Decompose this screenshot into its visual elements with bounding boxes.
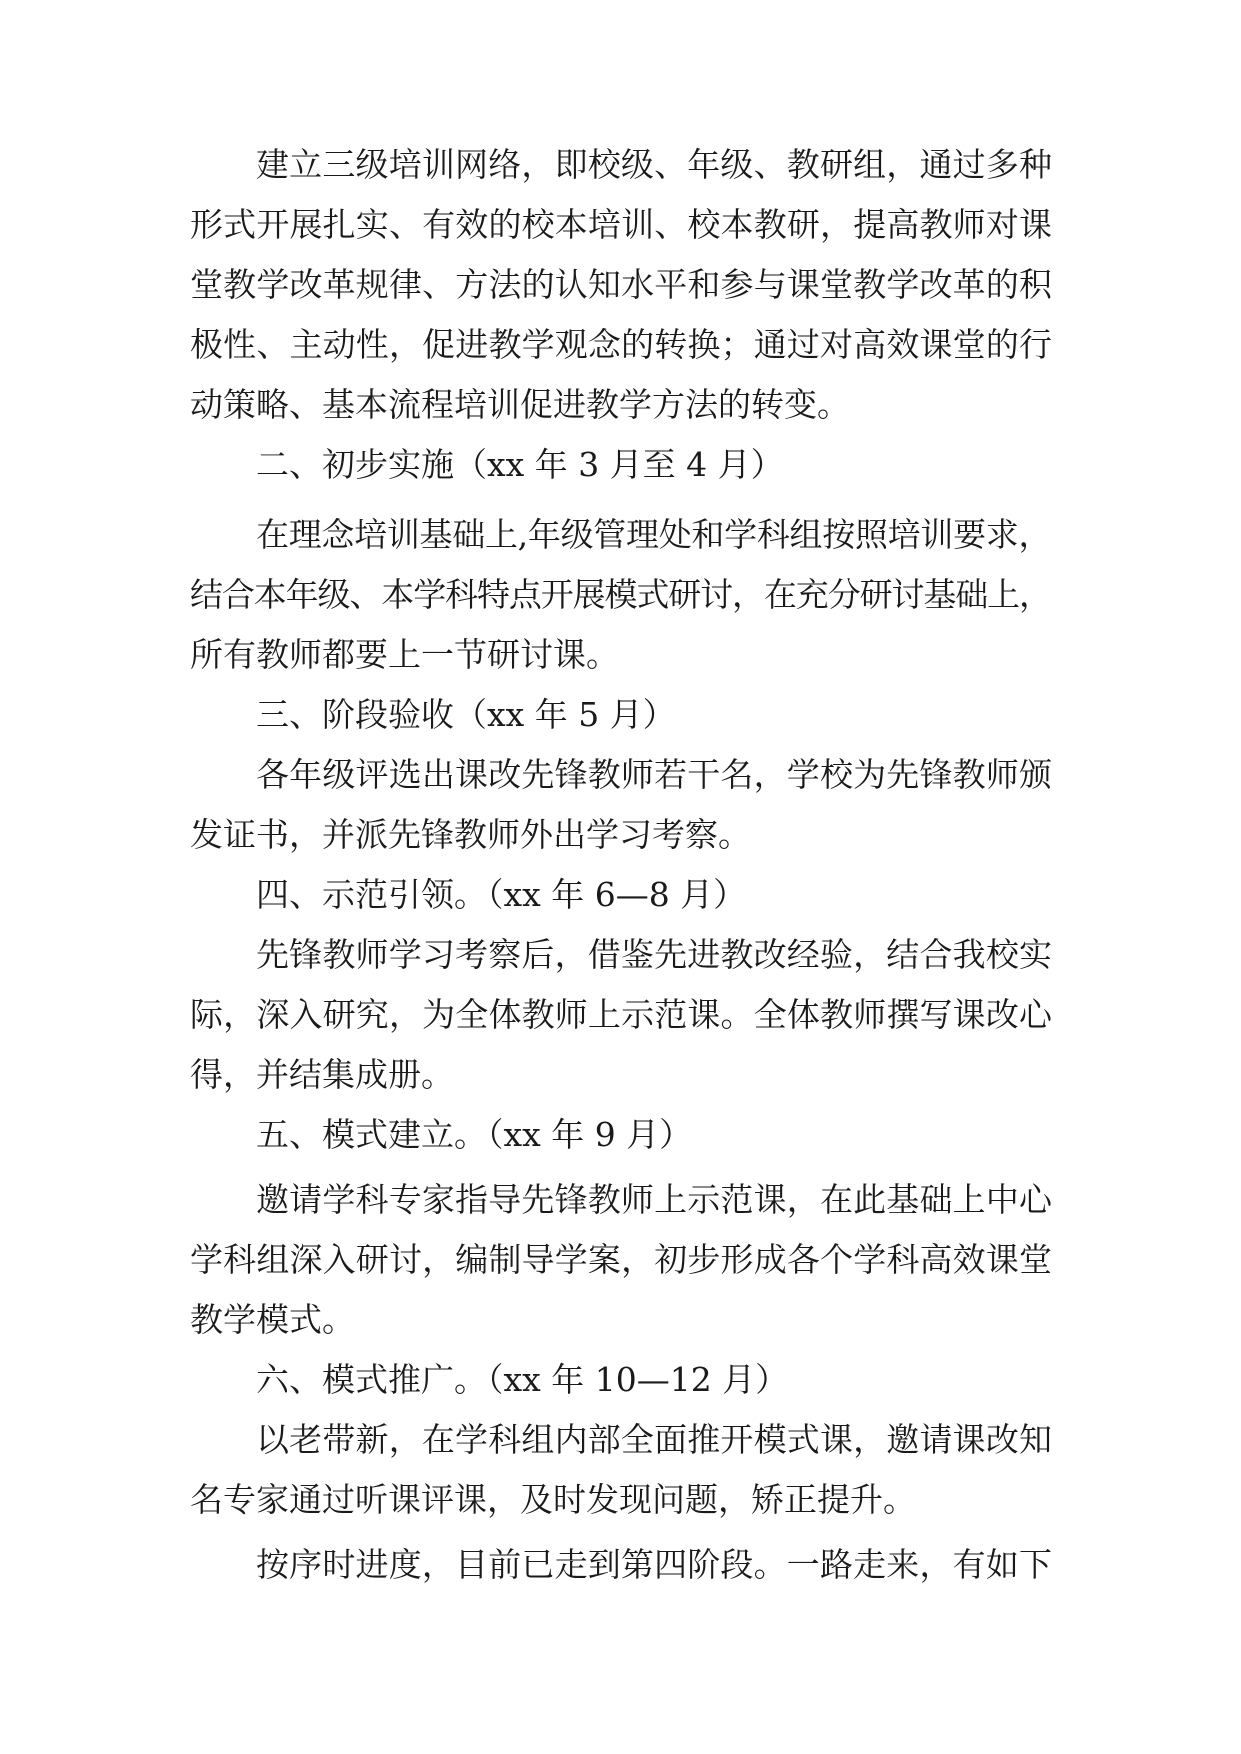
text-line: 建立三级培训网络，即校级、年级、教研组，通过多种 bbox=[256, 145, 1053, 184]
text-line: 际，深入研究，为全体教师上示范课。全体教师撰写课改心 bbox=[190, 995, 1053, 1034]
section-heading: 二、初步实施（xx 年 3 月至 4 月） bbox=[256, 445, 784, 484]
text-line: 名专家通过听课评课，及时发现问题，矫正提升。 bbox=[190, 1480, 916, 1519]
text-line: 堂教学改革规律、方法的认知水平和参与课堂教学改革的积 bbox=[190, 265, 1053, 304]
text-line: 各年级评选出课改先锋教师若干名，学校为先锋教师颁 bbox=[256, 755, 1053, 794]
text-line: 以老带新，在学科组内部全面推开模式课，邀请课改知 bbox=[256, 1420, 1053, 1459]
section-heading: 四、示范引领。（xx 年 6—8 月） bbox=[256, 875, 747, 914]
text-line: 极性、主动性，促进教学观念的转换；通过对高效课堂的行 bbox=[190, 325, 1053, 364]
text-line: 先锋教师学习考察后，借鉴先进教改经验，结合我校实 bbox=[256, 935, 1053, 974]
text-line: 邀请学科专家指导先锋教师上示范课，在此基础上中心 bbox=[256, 1180, 1053, 1219]
text-line: 学科组深入研讨，编制导学案，初步形成各个学科高效课堂 bbox=[190, 1240, 1053, 1279]
text-line: 按序时进度，目前已走到第四阶段。一路走来，有如下 bbox=[256, 1545, 1053, 1584]
text-line: 形式开展扎实、有效的校本培训、校本教研，提高教师对课 bbox=[190, 205, 1053, 244]
section-heading: 六、模式推广。（xx 年 10—12 月） bbox=[256, 1360, 789, 1399]
text-line: 教学模式。 bbox=[190, 1300, 355, 1339]
text-line: 所有教师都要上一节研讨课。 bbox=[190, 635, 619, 674]
section-heading: 五、模式建立。（xx 年 9 月） bbox=[256, 1115, 693, 1154]
text-line: 在理念培训基础上,年级管理处和学科组按照培训要求， bbox=[256, 515, 1052, 554]
text-line: 得，并结集成册。 bbox=[190, 1055, 454, 1094]
text-line: 发证书，并派先锋教师外出学习考察。 bbox=[190, 815, 751, 854]
text-line: 结合本年级、本学科特点开展模式研讨，在充分研讨基础上， bbox=[190, 575, 1051, 614]
section-heading: 三、阶段验收（xx 年 5 月） bbox=[256, 695, 676, 734]
text-line: 动策略、基本流程培训促进教学方法的转变。 bbox=[190, 385, 850, 424]
